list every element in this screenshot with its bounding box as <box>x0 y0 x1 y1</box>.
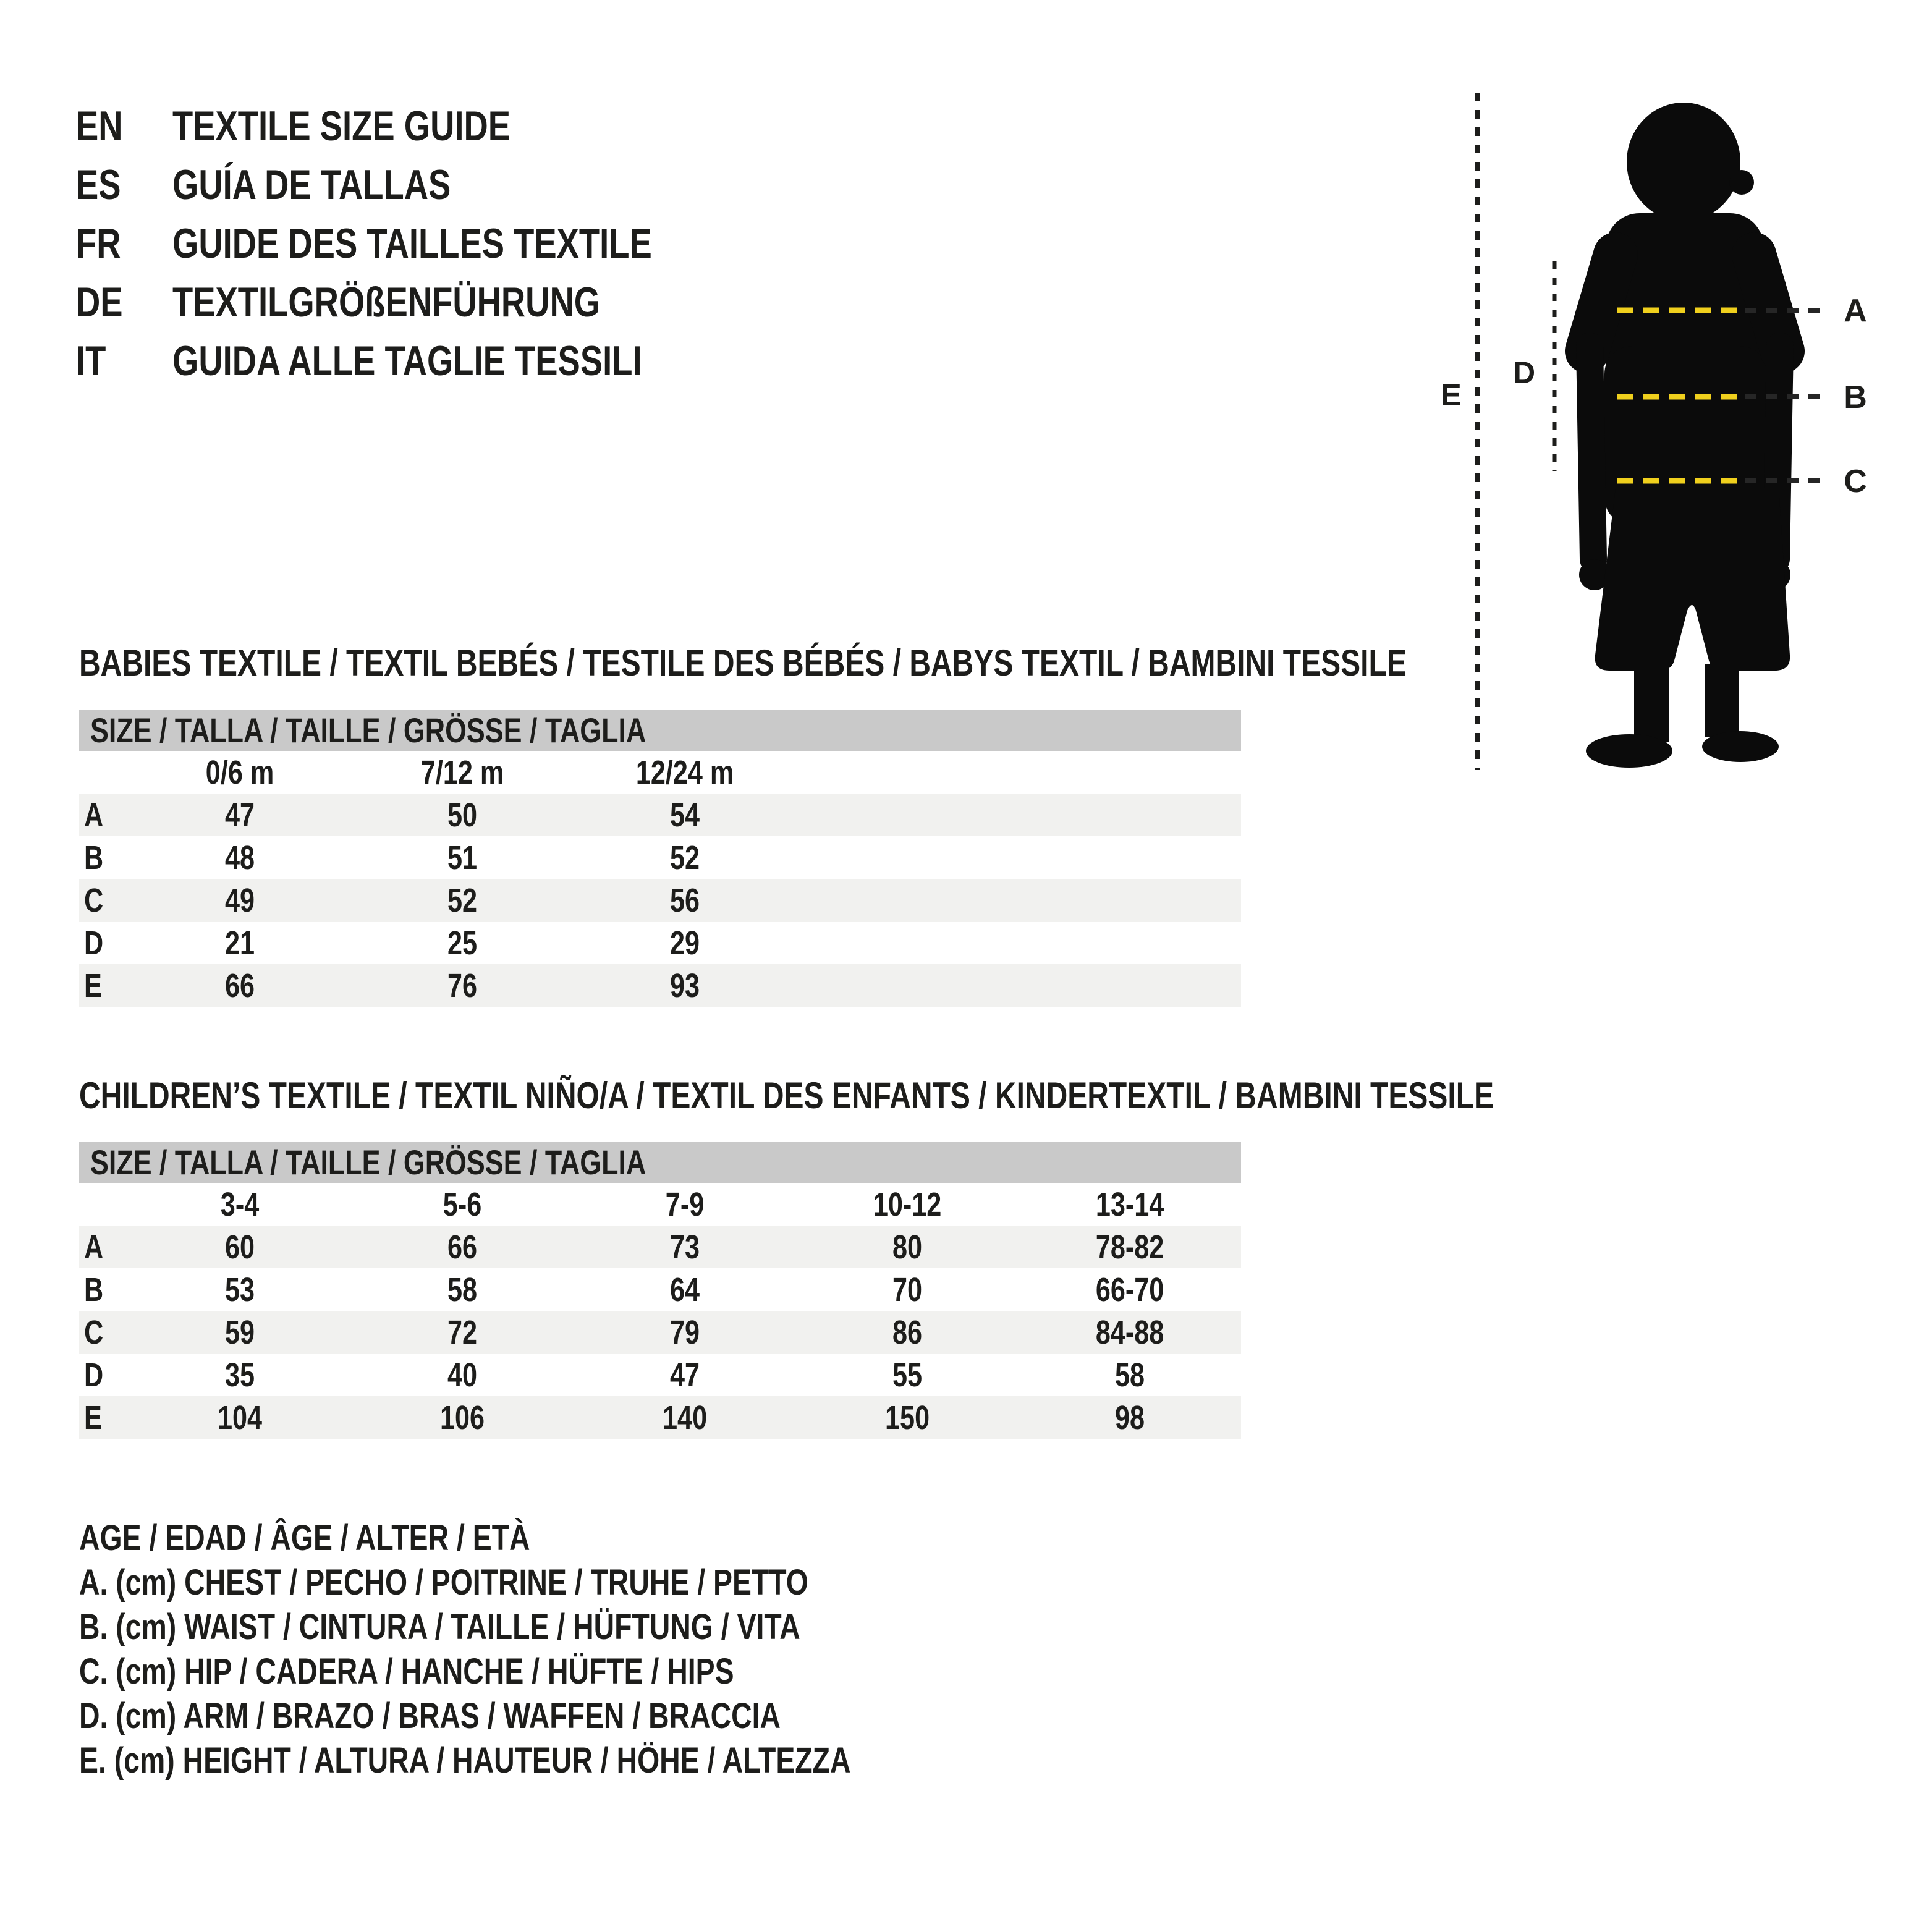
table-cell: 40 <box>447 1356 478 1394</box>
children-column-header: 3-4 <box>220 1185 260 1223</box>
table-cell: 64 <box>669 1271 700 1308</box>
language-row-it <box>76 331 772 390</box>
table-cell: 84-88 <box>1095 1313 1164 1351</box>
language-title: TEXTILGRÖßENFÜHRUNG <box>172 278 601 326</box>
table-cell: 73 <box>669 1228 700 1266</box>
table-cell: 78-82 <box>1095 1228 1164 1266</box>
row-label: C <box>84 881 104 919</box>
table-cell: 106 <box>439 1399 485 1436</box>
children-table <box>79 1142 1241 1439</box>
babies-table-row-C <box>79 879 1241 922</box>
children-table-row-B <box>79 1268 1241 1311</box>
children-column-header: 5-6 <box>443 1185 482 1223</box>
table-cell: 48 <box>224 839 255 876</box>
language-row-es <box>76 155 772 214</box>
table-cell: 25 <box>447 924 478 962</box>
table-cell: 72 <box>447 1313 478 1351</box>
children-table-row-A <box>79 1226 1241 1268</box>
table-cell: 47 <box>669 1356 700 1394</box>
row-label: B <box>84 1271 104 1308</box>
babies-table-row-B <box>79 836 1241 879</box>
table-cell: 66 <box>447 1228 478 1266</box>
figure-label-E: E <box>1441 378 1462 412</box>
language-code: EN <box>76 102 123 150</box>
table-cell: 60 <box>224 1228 255 1266</box>
row-label: C <box>84 1313 104 1351</box>
table-cell: 58 <box>447 1271 478 1308</box>
table-cell: 56 <box>669 881 700 919</box>
table-cell: 52 <box>447 881 478 919</box>
legend-line-waist: B. (cm) WAIST / CINTURA / TAILLE / HÜFTUNG / VITA <box>79 1606 800 1647</box>
silhouette-left-shoe <box>1586 734 1672 768</box>
table-cell: 58 <box>1114 1356 1145 1394</box>
language-code: ES <box>76 161 121 208</box>
children-column-headers <box>79 1183 1241 1226</box>
babies-size-header-text: SIZE / TALLA / TAILLE / GRÖSSE / TAGLIA <box>90 711 646 750</box>
language-title: GUIDE DES TAILLES TEXTILE <box>172 219 652 267</box>
row-label: D <box>84 924 104 962</box>
language-title: TEXTILE SIZE GUIDE <box>172 102 511 150</box>
babies-table <box>79 710 1241 1007</box>
children-table-row-D <box>79 1354 1241 1396</box>
measurement-legend <box>79 1515 1044 1782</box>
table-cell: 76 <box>447 967 478 1004</box>
babies-section-title-text: BABIES TEXTILE / TEXTIL BEBÉS / TESTILE DES BÉBÉS / BABYS TEXTIL / BAMBINI TESSILE <box>79 642 1407 684</box>
language-title: GUÍA DE TALLAS <box>172 161 451 208</box>
language-row-fr <box>76 214 772 273</box>
babies-size-header-bar <box>79 710 1241 751</box>
language-header <box>76 96 772 390</box>
table-cell: 55 <box>892 1356 923 1394</box>
babies-column-header: 7/12 m <box>420 753 504 791</box>
figure-label-B: B <box>1844 379 1867 415</box>
children-column-header: 10-12 <box>873 1185 942 1223</box>
children-table-row-E <box>79 1396 1241 1439</box>
legend-line-chest: A. (cm) CHEST / PECHO / POITRINE / TRUHE / PETTO <box>79 1562 808 1603</box>
babies-column-headers <box>79 751 1241 794</box>
row-label: E <box>84 967 102 1004</box>
table-cell: 70 <box>892 1271 923 1308</box>
babies-section-title <box>79 642 1739 684</box>
table-cell: 53 <box>224 1271 255 1308</box>
language-row-de <box>76 273 772 331</box>
table-cell: 80 <box>892 1228 923 1266</box>
silhouette-ear <box>1729 170 1754 195</box>
language-code: IT <box>76 337 106 384</box>
legend-line-age: AGE / EDAD / ÂGE / ALTER / ETÀ <box>79 1517 530 1558</box>
table-cell: 66-70 <box>1095 1271 1164 1308</box>
table-cell: 52 <box>669 839 700 876</box>
babies-table-row-E <box>79 964 1241 1007</box>
children-size-header-text: SIZE / TALLA / TAILLE / GRÖSSE / TAGLIA <box>90 1143 646 1182</box>
figure-label-D: D <box>1512 355 1536 390</box>
silhouette-head <box>1627 103 1740 221</box>
table-cell: 150 <box>884 1399 930 1436</box>
row-label: D <box>84 1356 104 1394</box>
legend-line-arm: D. (cm) ARM / BRAZO / BRAS / WAFFEN / BRACCIA <box>79 1695 781 1736</box>
table-cell: 35 <box>224 1356 255 1394</box>
table-cell: 29 <box>669 924 700 962</box>
row-label: B <box>84 839 104 876</box>
language-title: GUIDA ALLE TAGLIE TESSILI <box>172 337 642 384</box>
children-section-title <box>79 1074 1847 1117</box>
table-cell: 93 <box>669 967 700 1004</box>
table-cell: 86 <box>892 1313 923 1351</box>
legend-line-hip: C. (cm) HIP / CADERA / HANCHE / HÜFTE / HIPS <box>79 1651 734 1692</box>
babies-table-row-D <box>79 922 1241 964</box>
language-row-en <box>76 96 772 155</box>
table-cell: 51 <box>447 839 478 876</box>
table-cell: 49 <box>224 881 255 919</box>
babies-column-header: 12/24 m <box>635 753 734 791</box>
language-code: FR <box>76 219 121 267</box>
silhouette-left-forearm <box>1590 346 1593 559</box>
row-label: E <box>84 1399 102 1436</box>
row-label: A <box>84 1228 104 1266</box>
babies-column-header: 0/6 m <box>205 753 274 791</box>
row-label: A <box>84 796 104 834</box>
children-column-header: 13-14 <box>1095 1185 1164 1223</box>
children-size-header-bar <box>79 1142 1241 1183</box>
table-cell: 66 <box>224 967 255 1004</box>
children-section-title-text: CHILDREN’S TEXTILE / TEXTIL NIÑO/A / TEXTIL DES ENFANTS / KINDERTEXTIL / BAMBINI TESSILE <box>79 1075 1494 1116</box>
table-cell: 47 <box>224 796 255 834</box>
figure-label-A: A <box>1844 293 1867 329</box>
babies-table-row-A <box>79 794 1241 836</box>
table-cell: 104 <box>217 1399 263 1436</box>
table-cell: 59 <box>224 1313 255 1351</box>
figure-label-C: C <box>1844 464 1867 499</box>
table-cell: 21 <box>224 924 255 962</box>
legend-line-height: E. (cm) HEIGHT / ALTURA / HAUTEUR / HÖHE / ALTEZZA <box>79 1740 851 1781</box>
children-table-row-C <box>79 1311 1241 1354</box>
language-code: DE <box>76 278 123 326</box>
silhouette-right-shoe <box>1702 731 1779 762</box>
table-cell: 54 <box>669 796 700 834</box>
table-cell: 140 <box>662 1399 708 1436</box>
table-cell: 98 <box>1114 1399 1145 1436</box>
table-cell: 79 <box>669 1313 700 1351</box>
table-cell: 50 <box>447 796 478 834</box>
children-column-header: 7-9 <box>665 1185 705 1223</box>
